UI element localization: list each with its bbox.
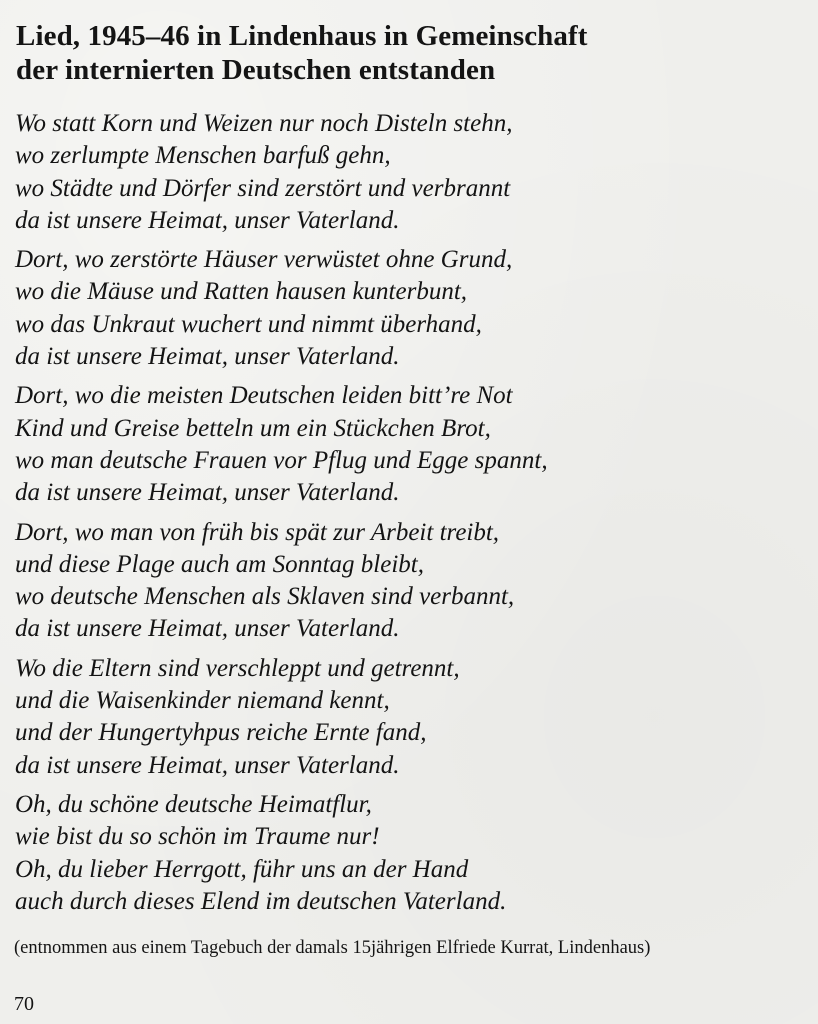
verse-line: auch durch dieses Elend im deutschen Vaterland. [15,887,507,915]
stanza [15,789,805,918]
source-note: (entnommen aus einem Tagebuch der damals 15jährigen Elfriede Kurrat, Lindenhaus) [14,938,651,958]
verse-line: wie bist du so schön im Traume nur! [15,823,380,851]
title-line: der internierten Deutschen entstanden [16,54,496,86]
verse-line: da ist unsere Heimat, unser Vaterland. [15,615,400,643]
verse-line: und der Hungertyhpus reiche Ernte fand, [15,719,427,747]
page-number: 70 [14,993,34,1015]
poem [15,108,805,925]
verse-line: Oh, du schöne deutsche Heimatflur, [15,790,372,818]
stanza [15,653,805,782]
stanza [15,380,805,509]
verse-line: wo die Mäuse und Ratten hausen kunterbunt, [15,278,468,306]
verse-line: Dort, wo man von früh bis spät zur Arbeit treibt, [15,518,500,546]
verse-line: und die Waisenkinder niemand kennt, [15,687,390,715]
verse-line: da ist unsere Heimat, unser Vaterland. [15,206,400,234]
verse-line: wo zerlumpte Menschen barfuß gehn, [15,142,391,170]
page-title [16,19,588,87]
verse-line: wo das Unkraut wuchert und nimmt überhand, [15,310,482,338]
verse-line: wo Städte und Dörfer sind zerstört und verbrannt [15,174,511,202]
stanza [15,244,805,373]
verse-line: Kind und Greise betteln um ein Stückchen Brot, [15,414,491,442]
stanza [15,108,805,237]
stanza [15,517,805,646]
verse-line: wo man deutsche Frauen vor Pflug und Egge spannt, [15,446,548,474]
verse-line: Oh, du lieber Herrgott, führ uns an der Hand [15,855,469,883]
verse-line: und diese Plage auch am Sonntag bleibt, [15,550,424,578]
verse-line: Dort, wo die meisten Deutschen leiden bitt’re Not [15,382,513,410]
verse-line: da ist unsere Heimat, unser Vaterland. [15,479,400,507]
verse-line: Dort, wo zerstörte Häuser verwüstet ohne Grund, [15,246,513,274]
verse-line: da ist unsere Heimat, unser Vaterland. [15,343,400,371]
title-line: Lied, 1945–46 in Lindenhaus in Gemeinschaft [16,20,588,52]
verse-line: Wo die Eltern sind verschleppt und getrennt, [15,654,460,682]
verse-line: wo deutsche Menschen als Sklaven sind verbannt, [15,583,515,611]
verse-line: da ist unsere Heimat, unser Vaterland. [15,751,400,779]
verse-line: Wo statt Korn und Weizen nur noch Disteln stehn, [15,110,513,137]
